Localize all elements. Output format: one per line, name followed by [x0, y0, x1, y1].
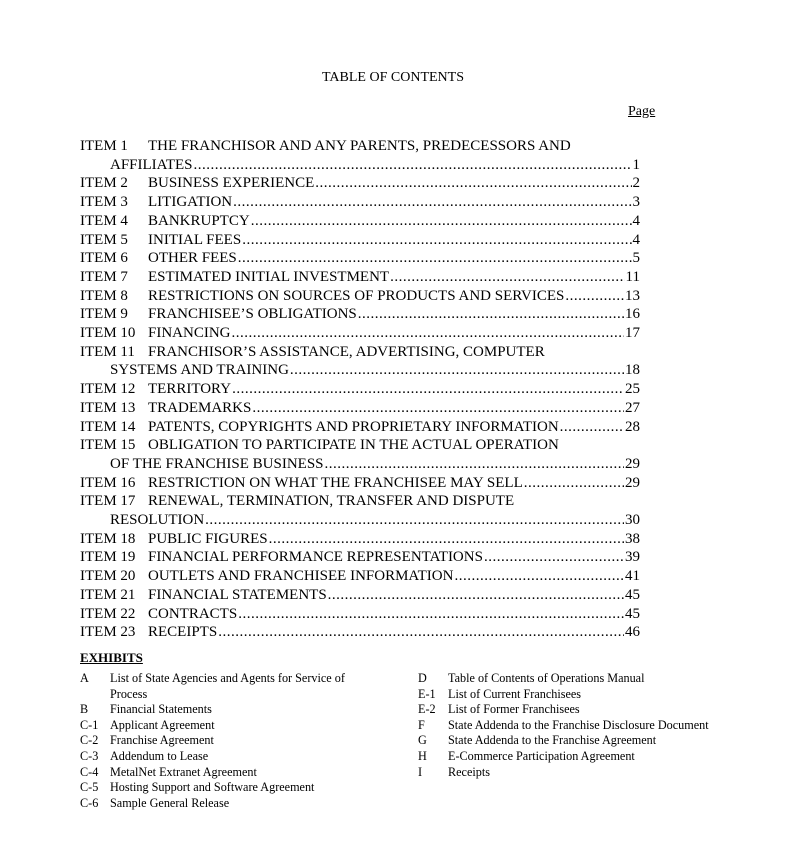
exhibit-item [418, 671, 718, 687]
toc-entry[interactable] [80, 249, 640, 268]
item-title: ESTIMATED INITIAL INVESTMENT [148, 268, 390, 285]
toc-line [80, 231, 640, 250]
exhibit-code: G [418, 733, 427, 748]
exhibit-title: Hosting Support and Software Agreement [110, 780, 315, 795]
item-page-number: 1 [632, 156, 640, 173]
toc-entry[interactable] [80, 287, 640, 306]
dot-leader [565, 287, 624, 306]
item-title: OBLIGATION TO PARTICIPATE IN THE ACTUAL OPERATION [148, 437, 559, 454]
item-title: TRADEMARKS [148, 399, 252, 416]
exhibit-item [418, 765, 718, 781]
item-title: RESOLUTION [110, 512, 205, 529]
item-title: FRANCHISEE’S OBLIGATIONS [148, 306, 357, 323]
toc-entry[interactable] [80, 399, 640, 418]
dot-leader [238, 249, 632, 268]
dot-leader [524, 474, 624, 493]
item-title: OF THE FRANCHISE BUSINESS [110, 455, 324, 472]
toc-entry[interactable] [80, 174, 640, 193]
exhibit-code: C-2 [80, 733, 99, 748]
item-number: ITEM 2 [80, 175, 128, 192]
toc-line [80, 174, 640, 193]
toc-entry[interactable] [80, 268, 640, 287]
toc-entry[interactable] [80, 586, 640, 605]
item-title: TERRITORY [148, 381, 232, 398]
item-page-number: 45 [625, 605, 640, 622]
exhibit-code: B [80, 702, 89, 717]
exhibit-code: E-2 [418, 702, 436, 717]
item-page-number: 17 [625, 325, 640, 342]
item-title: SYSTEMS AND TRAINING [110, 362, 289, 379]
item-number: ITEM 10 [80, 325, 136, 342]
toc-entry[interactable] [80, 231, 640, 250]
item-number: ITEM 17 [80, 493, 136, 510]
exhibit-title: Franchise Agreement [110, 733, 214, 748]
exhibit-item [418, 733, 718, 749]
exhibit-title: MetalNet Extranet Agreement [110, 764, 257, 779]
toc-entry[interactable] [80, 305, 640, 324]
item-number: ITEM 21 [80, 586, 136, 603]
item-number: ITEM 12 [80, 381, 136, 398]
toc-line [80, 530, 640, 549]
toc-entry[interactable] [80, 193, 640, 212]
dot-leader [233, 193, 631, 212]
exhibit-title: Sample General Release [110, 795, 230, 810]
dot-leader [269, 530, 624, 549]
toc-entry[interactable] [80, 567, 640, 586]
item-page-number: 25 [625, 381, 640, 398]
item-number: ITEM 16 [80, 474, 136, 491]
item-number: ITEM 13 [80, 399, 136, 416]
exhibit-code: C-1 [80, 717, 99, 732]
exhibit-code: C-3 [80, 748, 99, 763]
toc-list [80, 137, 640, 642]
exhibit-item [418, 749, 718, 765]
toc-line [80, 268, 640, 287]
item-title: FINANCIAL PERFORMANCE REPRESENTATIONS [148, 549, 483, 566]
toc-entry[interactable] [80, 492, 640, 529]
item-title: BANKRUPTCY [148, 212, 250, 229]
item-number: ITEM 9 [80, 306, 128, 323]
item-page-number: 38 [625, 530, 640, 547]
toc-line [80, 324, 640, 343]
dot-leader [252, 399, 624, 418]
exhibit-item [80, 702, 380, 718]
item-title: FINANCING [148, 325, 231, 342]
item-number: ITEM 8 [80, 287, 128, 304]
exhibit-title: Table of Contents of Operations Manual [448, 671, 645, 685]
exhibit-title: Receipts [448, 764, 490, 779]
dot-leader [325, 455, 624, 474]
toc-entry[interactable] [80, 380, 640, 399]
item-title: AFFILIATES [110, 156, 193, 173]
dot-leader [232, 380, 624, 399]
exhibit-code: D [418, 671, 427, 685]
dot-leader [194, 156, 632, 175]
toc-line [80, 249, 640, 268]
exhibit-code: F [418, 717, 425, 732]
dot-leader [328, 586, 624, 605]
dot-leader [218, 623, 624, 642]
item-page-number: 28 [625, 418, 640, 435]
dot-leader [238, 605, 624, 624]
exhibit-code: C-4 [80, 764, 99, 779]
item-title: PUBLIC FIGURES [148, 530, 268, 547]
toc-line [80, 623, 640, 642]
dot-leader [484, 548, 624, 567]
item-page-number: 13 [625, 287, 640, 304]
item-title: RESTRICTIONS ON SOURCES OF PRODUCTS AND SERVICES [148, 287, 565, 304]
dot-leader [358, 305, 624, 324]
dot-leader [560, 418, 624, 437]
toc-line [80, 305, 640, 324]
toc-entry[interactable] [80, 212, 640, 231]
dot-leader [232, 324, 625, 343]
toc-title: TABLE OF CONTENTS [322, 70, 464, 85]
item-page-number: 11 [625, 268, 640, 285]
exhibits-left-column [80, 671, 380, 811]
item-title: CONTRACTS [148, 605, 238, 622]
exhibit-item [80, 733, 380, 749]
item-title: RESTRICTION ON WHAT THE FRANCHISEE MAY SELL [148, 474, 523, 491]
exhibit-item [80, 718, 380, 734]
item-page-number: 29 [625, 474, 640, 491]
exhibit-title: Financial Statements [110, 702, 212, 717]
toc-line [80, 511, 640, 530]
dot-leader [454, 567, 624, 586]
dot-leader [251, 212, 632, 231]
dot-leader [390, 268, 624, 287]
exhibit-title: Addendum to Lease [110, 748, 209, 763]
toc-entry[interactable] [80, 324, 640, 343]
exhibit-item [80, 780, 380, 796]
dot-leader [242, 231, 631, 250]
item-page-number: 4 [632, 231, 640, 248]
toc-entry[interactable] [80, 474, 640, 493]
item-page-number: 16 [625, 306, 640, 323]
exhibit-item [80, 749, 380, 765]
dot-leader [315, 174, 631, 193]
exhibits-right-column [418, 671, 718, 780]
exhibit-code: C-5 [80, 780, 99, 795]
toc-line [80, 343, 640, 362]
toc-line [80, 418, 640, 437]
item-title: OUTLETS AND FRANCHISEE INFORMATION [148, 568, 454, 585]
exhibit-item [418, 702, 718, 718]
toc-line [80, 586, 640, 605]
toc-entry[interactable] [80, 530, 640, 549]
toc-line [80, 137, 640, 156]
exhibit-item [80, 671, 380, 702]
toc-entry[interactable] [80, 436, 640, 473]
item-page-number: 29 [625, 455, 640, 472]
item-number: ITEM 3 [80, 194, 128, 211]
item-number: ITEM 20 [80, 568, 136, 585]
item-title: FRANCHISOR’S ASSISTANCE, ADVERTISING, COMPUTER [148, 343, 545, 360]
exhibit-code: C-6 [80, 795, 99, 810]
item-number: ITEM 6 [80, 250, 128, 267]
toc-line [80, 212, 640, 231]
item-number: ITEM 23 [80, 624, 136, 641]
item-number: ITEM 4 [80, 212, 128, 229]
item-page-number: 5 [632, 250, 640, 267]
item-number: ITEM 22 [80, 605, 136, 622]
toc-line [80, 567, 640, 586]
item-number: ITEM 18 [80, 530, 136, 547]
item-title: INITIAL FEES [148, 231, 242, 248]
item-page-number: 27 [625, 399, 640, 416]
toc-line [80, 436, 640, 455]
exhibit-title: List of Former Franchisees [448, 702, 580, 717]
item-title: LITIGATION [148, 194, 233, 211]
item-page-number: 3 [632, 194, 640, 211]
item-page-number: 45 [625, 586, 640, 603]
toc-line [80, 492, 640, 511]
item-number: ITEM 19 [80, 549, 136, 566]
page-column-label: Page [628, 104, 656, 119]
toc-line [80, 474, 640, 493]
exhibit-title: State Addenda to the Franchise Agreement [448, 733, 657, 748]
item-title: OTHER FEES [148, 250, 237, 267]
toc-line [80, 380, 640, 399]
toc-line [80, 193, 640, 212]
exhibit-item [80, 765, 380, 781]
item-title: RENEWAL, TERMINATION, TRANSFER AND DISPUTE [148, 493, 515, 510]
dot-leader [290, 361, 624, 380]
item-page-number: 18 [625, 362, 640, 379]
item-title: RECEIPTS [148, 624, 218, 641]
toc-entry[interactable] [80, 605, 640, 624]
item-page-number: 30 [625, 512, 640, 529]
toc-entry[interactable] [80, 418, 640, 437]
toc-line [80, 156, 640, 175]
item-number: ITEM 15 [80, 437, 136, 454]
item-page-number: 41 [625, 568, 640, 585]
toc-entry[interactable] [80, 623, 640, 642]
item-number: ITEM 1 [80, 138, 128, 154]
toc-entry[interactable] [80, 137, 640, 174]
toc-line [80, 361, 640, 380]
item-number: ITEM 7 [80, 268, 128, 285]
item-number: ITEM 14 [80, 418, 136, 435]
item-page-number: 2 [632, 175, 640, 192]
item-title: THE FRANCHISOR AND ANY PARENTS, PREDECESSORS AND [148, 138, 571, 154]
toc-line [80, 548, 640, 567]
item-title: PATENTS, COPYRIGHTS AND PROPRIETARY INFORMATION [148, 418, 559, 435]
exhibit-title: Applicant Agreement [110, 717, 215, 732]
exhibit-code: I [418, 764, 423, 779]
item-title: BUSINESS EXPERIENCE [148, 175, 315, 192]
exhibit-item [80, 796, 380, 812]
toc-line [80, 399, 640, 418]
exhibit-code: A [80, 671, 89, 685]
toc-entry[interactable] [80, 343, 640, 380]
toc-line [80, 605, 640, 624]
exhibit-item [418, 718, 718, 734]
item-number: ITEM 11 [80, 343, 135, 360]
item-number: ITEM 5 [80, 231, 128, 248]
item-title: FINANCIAL STATEMENTS [148, 586, 327, 603]
toc-entry[interactable] [80, 548, 640, 567]
dot-leader [205, 511, 624, 530]
exhibit-item [418, 687, 718, 703]
item-page-number: 39 [625, 549, 640, 566]
exhibit-title: List of State Agencies and Agents for Service of Process [110, 671, 345, 701]
toc-line [80, 455, 640, 474]
exhibit-title: E-Commerce Participation Agreement [448, 748, 635, 763]
toc-line [80, 287, 640, 306]
exhibit-code: H [418, 748, 427, 763]
item-page-number: 46 [625, 624, 640, 641]
item-page-number: 4 [632, 212, 640, 229]
exhibit-title: List of Current Franchisees [448, 686, 582, 701]
exhibit-code: E-1 [418, 686, 436, 701]
exhibits-heading: EXHIBITS [80, 650, 143, 665]
exhibit-title: State Addenda to the Franchise Disclosure Document [448, 717, 709, 732]
